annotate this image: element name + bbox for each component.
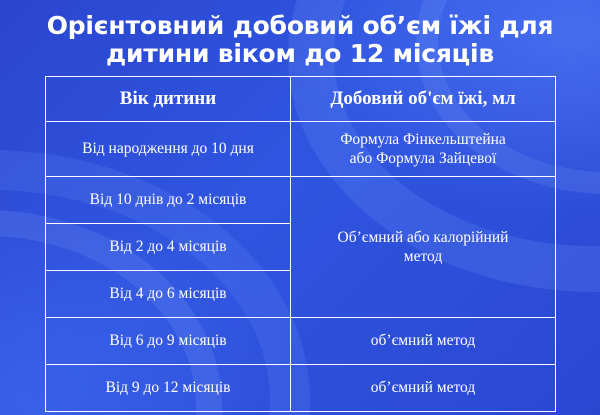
page-title: Орієнтовний добовий об’єм їжі для дитини віком до 12 місяців [46,11,554,68]
cell-volume-9-to-12-months: об’ємний метод [291,365,556,412]
table-row [46,318,556,365]
cell-volume-method-line-2: метод [403,248,443,265]
cell-volume-formula-line-1: Формула Фінкельштейна [340,130,506,148]
cell-volume-formula [291,122,556,177]
cell-age-4-to-6-months: Від 4 до 6 місяців [46,271,291,318]
cell-volume-method-line-1: Об’ємний або калорійний [337,228,509,246]
cell-age-10-days-to-2-months: Від 10 днів до 2 місяців [46,177,291,224]
table-header-row [46,77,556,122]
cell-volume-volumetric-or-caloric [291,177,556,318]
feeding-volume-table [45,76,556,412]
table-row [46,365,556,412]
column-header-age: Вік дитини [46,77,291,122]
cell-age-6-to-9-months: Від 6 до 9 місяців [46,318,291,365]
cell-volume-6-to-9-months: об’ємний метод [291,318,556,365]
cell-age-9-to-12-months: Від 9 до 12 місяців [46,365,291,412]
cell-age-2-to-4-months: Від 2 до 4 місяців [46,224,291,271]
table-row [46,177,556,224]
cell-age-birth-to-10-days: Від народження до 10 дня [46,122,291,177]
column-header-volume: Добовий об'єм їжі, мл [291,77,556,122]
table-row [46,122,556,177]
table-container [45,76,555,412]
cell-volume-formula-line-2: або Формула Зайцевої [349,150,497,167]
